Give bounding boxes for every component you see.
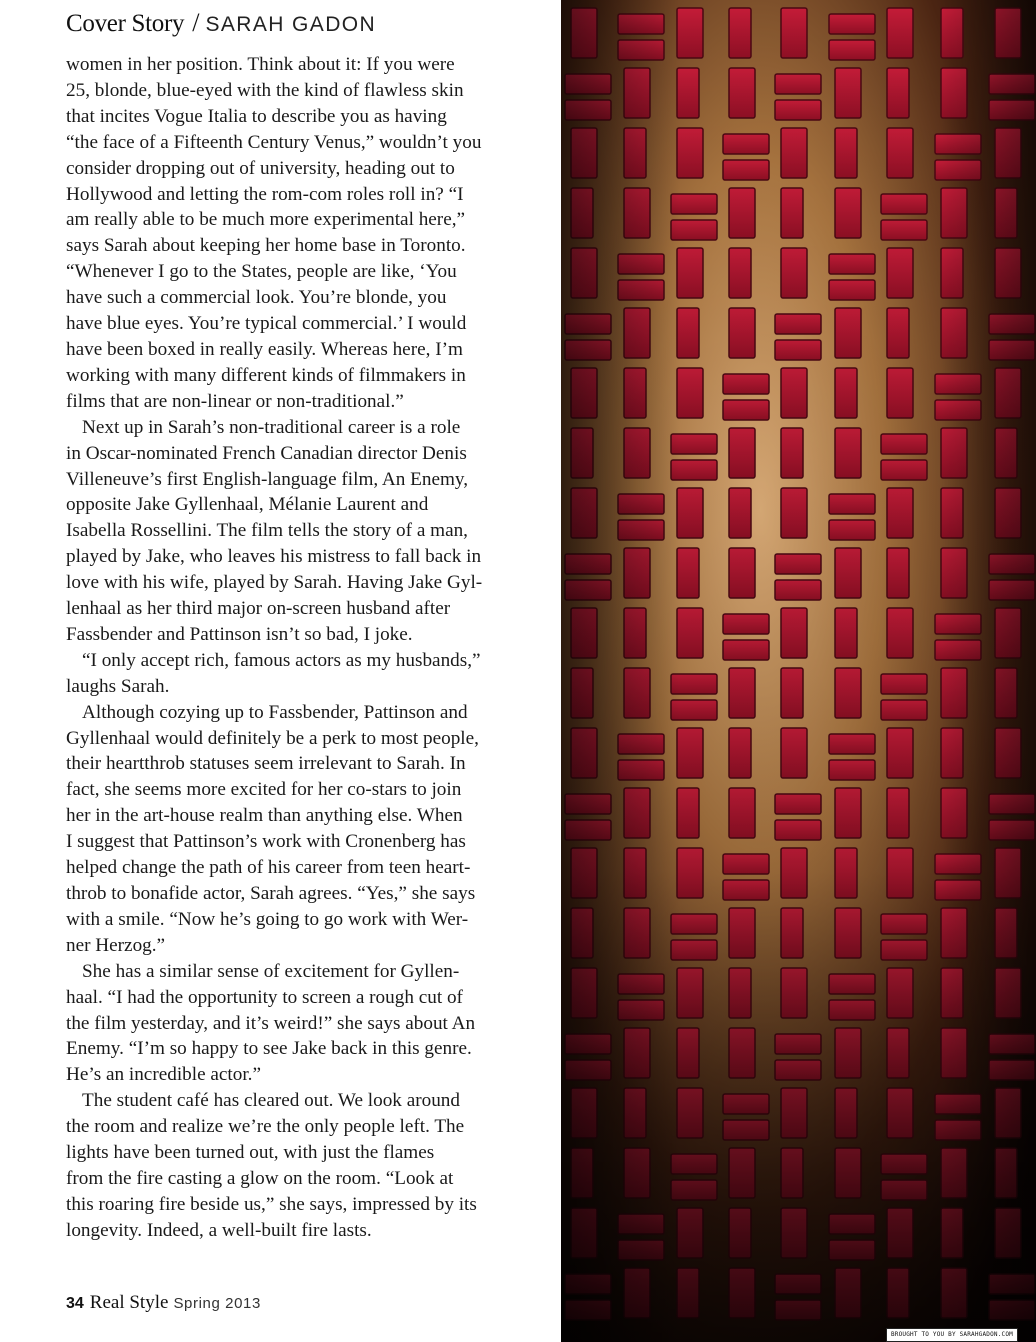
text-line: She has a similar sense of excitement for Gyllen-: [82, 960, 460, 982]
text-line: lights have been turned out, with just the flames: [66, 1142, 435, 1164]
text-line: that incites Vogue Italia to describe you as having: [66, 105, 447, 127]
text-line: from the fire casting a glow on the room. “Look at: [66, 1167, 454, 1189]
article-body: [66, 52, 536, 1244]
text-line: the film yesterday, and it’s weird!” she says about An: [66, 1012, 476, 1034]
text-line: helped change the path of his career from teen heart-: [66, 857, 471, 879]
text-line: Next up in Sarah’s non-traditional career is a role: [82, 416, 461, 438]
text-line: played by Jake, who leaves his mistress to fall back in: [66, 546, 482, 568]
text-line: Villeneuve’s first English-language film, An Enemy,: [66, 468, 469, 490]
text-line: their heartthrob statuses seem irrelevant to Sarah. In: [66, 753, 466, 775]
article-paragraph: [66, 415, 536, 648]
header-separator: /: [192, 8, 200, 37]
text-line: I suggest that Pattinson’s work with Cronenberg has: [66, 831, 466, 853]
text-line: with a smile. “Now he’s going to go work with Wer-: [66, 908, 469, 930]
text-line: Hollywood and letting the rom-com roles roll in? “I: [66, 183, 464, 205]
text-line: Enemy. “I’m so happy to see Jake back in this genre.: [66, 1038, 472, 1060]
text-line: “Whenever I go to the States, people are like, ‘You: [66, 261, 457, 283]
article-paragraph: [66, 959, 536, 1089]
text-line: consider dropping out of university, heading out to: [66, 157, 455, 179]
photo-credit: BROUGHT TO YOU BY SARAHGADON.COM: [886, 1328, 1018, 1342]
text-line: “I only accept rich, famous actors as my husbands,”: [82, 649, 481, 671]
text-line: opposite Jake Gyllenhaal, Mélanie Laurent and: [66, 494, 429, 516]
text-line: working with many different kinds of filmmakers in: [66, 364, 466, 386]
text-line: haal. “I had the opportunity to screen a rough cut of: [66, 986, 463, 1008]
text-line: The student café has cleared out. We look around: [82, 1090, 460, 1112]
text-line: have blue eyes. You’re typical commercial.’ I would: [66, 313, 467, 335]
text-line: this roaring fire beside us,” she says, impressed by its: [66, 1193, 477, 1215]
text-line: lenhaal as her third major on-screen husband after: [66, 598, 451, 620]
text-line: the room and realize we’re the only people left. The: [66, 1116, 465, 1138]
text-line: throb to bonafide actor, Sarah agrees. “Yes,” she says: [66, 883, 476, 904]
page-number: 34: [66, 1295, 84, 1312]
text-line: Although cozying up to Fassbender, Pattinson and: [82, 701, 468, 723]
text-line: films that are non-linear or non-traditional.”: [66, 390, 404, 412]
section-title: Cover Story: [66, 10, 185, 37]
text-line: Isabella Rossellini. The film tells the story of a man,: [66, 520, 468, 542]
magazine-name: Real Style: [89, 1292, 169, 1313]
text-line: have such a commercial look. You’re blonde, you: [66, 287, 447, 309]
issue-label: Spring 2013: [173, 1295, 261, 1312]
text-line: fact, she seems more excited for her co-stars to join: [66, 779, 462, 801]
text-line: ner Herzog.”: [66, 934, 166, 956]
article-subject: SARAH GADON: [205, 13, 377, 36]
text-line: women in her position. Think about it: If you were: [66, 54, 455, 75]
article-paragraph: [66, 1088, 536, 1243]
text-line: laughs Sarah.: [66, 675, 170, 697]
text-line: longevity. Indeed, a well-built fire lasts.: [66, 1219, 372, 1241]
text-line: am really able to be much more experimental here,”: [66, 209, 466, 231]
article-paragraph: [66, 700, 536, 959]
text-line: says Sarah about keeping her home base in Toronto.: [66, 235, 466, 257]
page-header: [66, 8, 376, 38]
lattice-screen-photo: [561, 0, 1036, 1342]
text-line: He’s an incredible actor.”: [66, 1064, 261, 1086]
page-footer: [66, 1292, 261, 1314]
text-line: in Oscar-nominated French Canadian director Denis: [66, 442, 467, 464]
text-line: her in the art-house realm than anything else. When: [66, 805, 463, 827]
text-line: have been boxed in really easily. Whereas here, I’m: [66, 338, 463, 360]
text-line: “the face of a Fifteenth Century Venus,” wouldn’t you: [66, 131, 482, 153]
text-line: 25, blonde, blue-eyed with the kind of flawless skin: [66, 79, 464, 101]
text-line: love with his wife, played by Sarah. Having Jake Gyl-: [66, 572, 483, 594]
lattice-pattern: [561, 0, 1036, 1342]
text-line: Fassbender and Pattinson isn’t so bad, I joke.: [66, 623, 413, 645]
text-line: Gyllenhaal would definitely be a perk to most people,: [66, 727, 479, 749]
article-paragraph: [66, 648, 536, 700]
article-paragraph: [66, 52, 536, 415]
